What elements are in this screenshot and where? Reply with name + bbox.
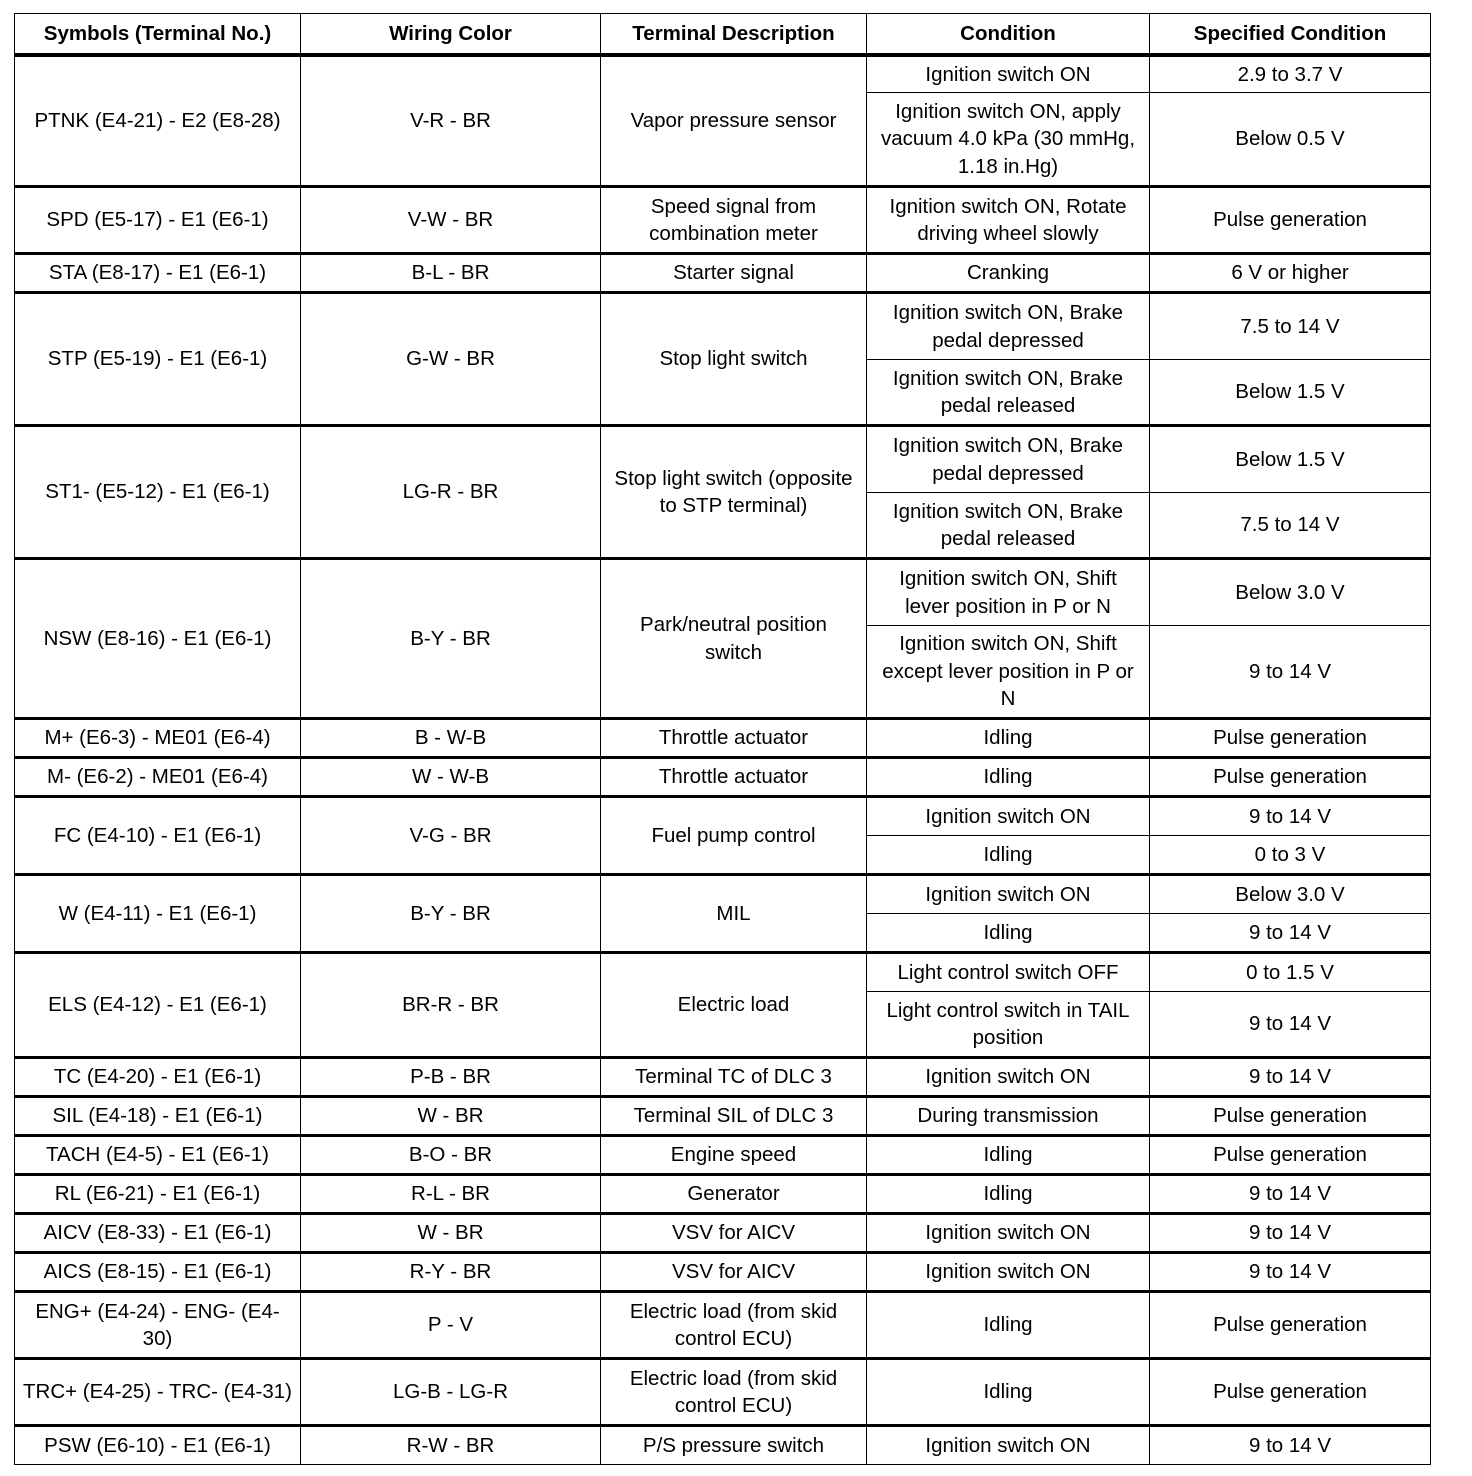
wiring-color-cell: LG-B - LG-R [301,1359,601,1426]
specified-condition-cell: 7.5 to 14 V [1150,493,1431,559]
description-cell: Throttle actuator [601,719,867,758]
condition-cell: Ignition switch ON, Brake pedal depressed [867,426,1150,493]
condition-cell: Light control switch OFF [867,953,1150,992]
description-cell: Fuel pump control [601,797,867,875]
specified-condition-cell: 6 V or higher [1150,254,1431,293]
description-cell: Generator [601,1175,867,1214]
wiring-color-cell: B-O - BR [301,1136,601,1175]
specified-condition-cell: 9 to 14 V [1150,1058,1431,1097]
description-cell: P/S pressure switch [601,1426,867,1465]
header-wiring-color: Wiring Color [301,14,601,55]
table-row [15,1359,1431,1426]
symbol-cell: M+ (E6-3) - ME01 (E6-4) [15,719,301,758]
specified-condition-cell: Pulse generation [1150,1292,1431,1359]
specified-condition-cell: Pulse generation [1150,187,1431,254]
condition-cell: Ignition switch ON [867,875,1150,914]
description-cell: Electric load (from skid control ECU) [601,1359,867,1426]
wiring-color-cell: B - W-B [301,719,601,758]
description-cell: VSV for AICV [601,1214,867,1253]
condition-cell: Ignition switch ON, Shift lever position in P or N [867,559,1150,626]
header-terminal-description: Terminal Description [601,14,867,55]
description-cell: Park/neutral position switch [601,559,867,719]
wiring-color-cell: W - BR [301,1097,601,1136]
specified-condition-cell: 9 to 14 V [1150,992,1431,1058]
symbol-cell: NSW (E8-16) - E1 (E6-1) [15,559,301,719]
condition-cell: Idling [867,1359,1150,1426]
symbol-cell: SPD (E5-17) - E1 (E6-1) [15,187,301,254]
specified-condition-cell: Pulse generation [1150,1097,1431,1136]
table-row [15,797,1431,836]
specified-condition-cell: 9 to 14 V [1150,914,1431,953]
symbol-cell: TC (E4-20) - E1 (E6-1) [15,1058,301,1097]
symbol-cell: ELS (E4-12) - E1 (E6-1) [15,953,301,1058]
wiring-color-cell: LG-R - BR [301,426,601,559]
symbol-cell: ENG+ (E4-24) - ENG- (E4-30) [15,1292,301,1359]
header-row [15,14,1431,55]
symbol-cell: STP (E5-19) - E1 (E6-1) [15,293,301,426]
wiring-color-cell: V-R - BR [301,55,601,187]
specified-condition-cell: Pulse generation [1150,758,1431,797]
condition-cell: Idling [867,719,1150,758]
terminal-inspection-table [14,13,1431,1465]
table-row [15,559,1431,626]
table-row [15,426,1431,493]
condition-cell: Idling [867,1175,1150,1214]
specified-condition-cell: 2.9 to 3.7 V [1150,55,1431,93]
symbol-cell: ST1- (E5-12) - E1 (E6-1) [15,426,301,559]
condition-cell: Ignition switch ON, Brake pedal depressed [867,293,1150,360]
condition-cell: Ignition switch ON [867,55,1150,93]
specified-condition-cell: 9 to 14 V [1150,1175,1431,1214]
wiring-color-cell: W - BR [301,1214,601,1253]
specified-condition-cell: Below 0.5 V [1150,93,1431,187]
table-row [15,1175,1431,1214]
table-row [15,953,1431,992]
wiring-color-cell: P - V [301,1292,601,1359]
symbol-cell: TACH (E4-5) - E1 (E6-1) [15,1136,301,1175]
wiring-color-cell: B-L - BR [301,254,601,293]
description-cell: VSV for AICV [601,1253,867,1292]
symbol-cell: STA (E8-17) - E1 (E6-1) [15,254,301,293]
specified-condition-cell: 9 to 14 V [1150,1253,1431,1292]
condition-cell: Idling [867,914,1150,953]
description-cell: Starter signal [601,254,867,293]
wiring-color-cell: B-Y - BR [301,559,601,719]
table-body [15,55,1431,1465]
symbol-cell: PTNK (E4-21) - E2 (E8-28) [15,55,301,187]
table-row [15,758,1431,797]
table-row [15,1097,1431,1136]
specified-condition-cell: Pulse generation [1150,1359,1431,1426]
condition-cell: Ignition switch ON, Brake pedal released [867,493,1150,559]
specified-condition-cell: 7.5 to 14 V [1150,293,1431,360]
wiring-color-cell: W - W-B [301,758,601,797]
table-row [15,187,1431,254]
description-cell: Terminal SIL of DLC 3 [601,1097,867,1136]
description-cell: MIL [601,875,867,953]
specified-condition-cell: Below 1.5 V [1150,426,1431,493]
specified-condition-cell: 9 to 14 V [1150,1214,1431,1253]
symbol-cell: TRC+ (E4-25) - TRC- (E4-31) [15,1359,301,1426]
specified-condition-cell: Pulse generation [1150,719,1431,758]
specified-condition-cell: 9 to 14 V [1150,626,1431,719]
wiring-color-cell: B-Y - BR [301,875,601,953]
header-condition: Condition [867,14,1150,55]
wiring-color-cell: P-B - BR [301,1058,601,1097]
header-specified-condition: Specified Condition [1150,14,1431,55]
condition-cell: Light control switch in TAIL position [867,992,1150,1058]
description-cell: Speed signal from combination meter [601,187,867,254]
wiring-color-cell: V-G - BR [301,797,601,875]
wiring-color-cell: R-L - BR [301,1175,601,1214]
condition-cell: Ignition switch ON [867,1058,1150,1097]
condition-cell: Ignition switch ON [867,1426,1150,1465]
condition-cell: Ignition switch ON, Rotate driving wheel slowly [867,187,1150,254]
condition-cell: Ignition switch ON, Brake pedal released [867,360,1150,426]
condition-cell: Ignition switch ON, apply vacuum 4.0 kPa (30 mmHg, 1.18 in.Hg) [867,93,1150,187]
symbol-cell: W (E4-11) - E1 (E6-1) [15,875,301,953]
table-row [15,1058,1431,1097]
description-cell: Engine speed [601,1136,867,1175]
table-row [15,293,1431,360]
condition-cell: Ignition switch ON, Shift except lever position in P or N [867,626,1150,719]
description-cell: Vapor pressure sensor [601,55,867,187]
specified-condition-cell: Pulse generation [1150,1136,1431,1175]
condition-cell: Ignition switch ON [867,1214,1150,1253]
description-cell: Stop light switch (opposite to STP terminal) [601,426,867,559]
condition-cell: Idling [867,836,1150,875]
symbol-cell: SIL (E4-18) - E1 (E6-1) [15,1097,301,1136]
specified-condition-cell: Below 1.5 V [1150,360,1431,426]
description-cell: Throttle actuator [601,758,867,797]
table-row [15,719,1431,758]
condition-cell: Idling [867,758,1150,797]
symbol-cell: PSW (E6-10) - E1 (E6-1) [15,1426,301,1465]
table-row [15,55,1431,93]
wiring-color-cell: G-W - BR [301,293,601,426]
symbol-cell: FC (E4-10) - E1 (E6-1) [15,797,301,875]
symbol-cell: AICV (E8-33) - E1 (E6-1) [15,1214,301,1253]
table-row [15,1292,1431,1359]
specified-condition-cell: 0 to 1.5 V [1150,953,1431,992]
table-row [15,1426,1431,1465]
specified-condition-cell: Below 3.0 V [1150,559,1431,626]
specified-condition-cell: 0 to 3 V [1150,836,1431,875]
wiring-color-cell: V-W - BR [301,187,601,254]
wiring-color-cell: BR-R - BR [301,953,601,1058]
symbol-cell: RL (E6-21) - E1 (E6-1) [15,1175,301,1214]
description-cell: Electric load (from skid control ECU) [601,1292,867,1359]
condition-cell: Idling [867,1136,1150,1175]
symbol-cell: M- (E6-2) - ME01 (E6-4) [15,758,301,797]
condition-cell: Ignition switch ON [867,797,1150,836]
header-symbols: Symbols (Terminal No.) [15,14,301,55]
table-row [15,1253,1431,1292]
wiring-color-cell: R-W - BR [301,1426,601,1465]
table-row [15,875,1431,914]
condition-cell: During transmission [867,1097,1150,1136]
condition-cell: Idling [867,1292,1150,1359]
description-cell: Terminal TC of DLC 3 [601,1058,867,1097]
condition-cell: Ignition switch ON [867,1253,1150,1292]
specified-condition-cell: Below 3.0 V [1150,875,1431,914]
specified-condition-cell: 9 to 14 V [1150,1426,1431,1465]
table-row [15,1214,1431,1253]
symbol-cell: AICS (E8-15) - E1 (E6-1) [15,1253,301,1292]
description-cell: Electric load [601,953,867,1058]
table-row [15,1136,1431,1175]
wiring-color-cell: R-Y - BR [301,1253,601,1292]
condition-cell: Cranking [867,254,1150,293]
specified-condition-cell: 9 to 14 V [1150,797,1431,836]
description-cell: Stop light switch [601,293,867,426]
table-row [15,254,1431,293]
